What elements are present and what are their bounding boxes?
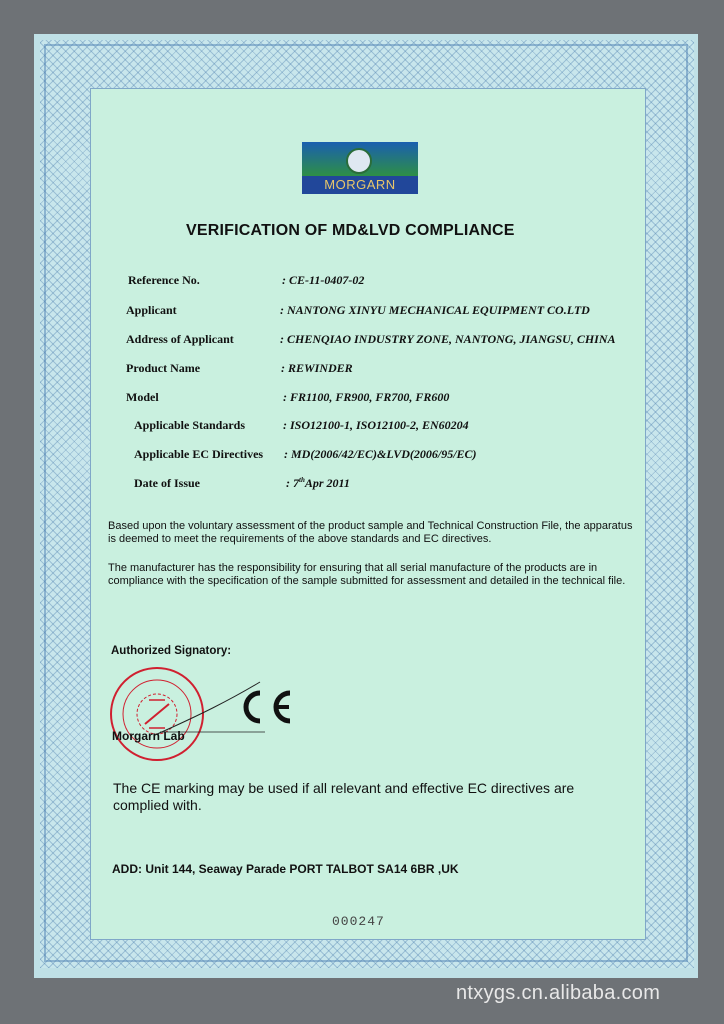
signatory-label: Authorized Signatory:: [111, 645, 232, 657]
field-label-product: Product Name: [126, 361, 201, 375]
date-suffix: th: [299, 476, 305, 484]
morgarn-logo: [302, 142, 418, 194]
responsibility-paragraph: The manufacturer has the responsibility for ensuring that all serial manufacture of the products are in compliance with the specification of the sample submitted for assessment and detailed in the technical file.: [108, 562, 626, 587]
field-label-reference: Reference No.: [128, 273, 200, 287]
field-value-address: : CHENQIAO INDUSTRY ZONE, NANTONG, JIANGSU, CHINA: [280, 332, 616, 346]
field-value-directives: : MD(2006/42/EC)&LVD(2006/95/EC): [284, 447, 477, 461]
field-label-standards: Applicable Standards: [134, 418, 246, 432]
ce-mark-icon: [234, 687, 294, 727]
field-value-date: [286, 476, 350, 491]
globe-icon: [346, 148, 372, 174]
field-label-date: Date of Issue: [134, 476, 200, 490]
date-month-year: Apr 2011: [304, 476, 350, 490]
watermark-text: ntxygs.cn.alibaba.com: [456, 982, 661, 1004]
field-label-applicant: Applicant: [126, 303, 177, 317]
logo-text: MORGARN: [302, 176, 418, 194]
certificate-title: VERIFICATION OF MD&LVD COMPLIANCE: [186, 222, 515, 239]
field-label-directives: Applicable EC Directives: [134, 447, 264, 461]
lab-name: Morgarn Lab: [112, 729, 185, 743]
lab-address: ADD: Unit 144, Seaway Parade PORT TALBOT SA14 6BR ,UK: [112, 862, 459, 876]
field-label-model: Model: [126, 390, 159, 404]
assessment-paragraph: Based upon the voluntary assessment of the product sample and Technical Construction File, the apparatus is deemed to meet the requirements of the above standards and EC directives.: [108, 520, 633, 545]
field-value-standards: : ISO12100-1, ISO12100-2, EN60204: [283, 418, 469, 432]
field-value-model: : FR1100, FR900, FR700, FR600: [283, 390, 450, 404]
field-label-address: Address of Applicant: [126, 332, 234, 346]
serial-number: 000247: [332, 914, 385, 929]
field-value-applicant: : NANTONG XINYU MECHANICAL EQUIPMENT CO.LTD: [280, 303, 590, 317]
field-value-reference: : CE-11-0407-02: [282, 273, 365, 287]
date-day: : 7: [286, 476, 299, 490]
field-value-product: : REWINDER: [281, 361, 353, 375]
ce-statement: The CE marking may be used if all relevant and effective EC directives are complied with.: [113, 780, 575, 813]
